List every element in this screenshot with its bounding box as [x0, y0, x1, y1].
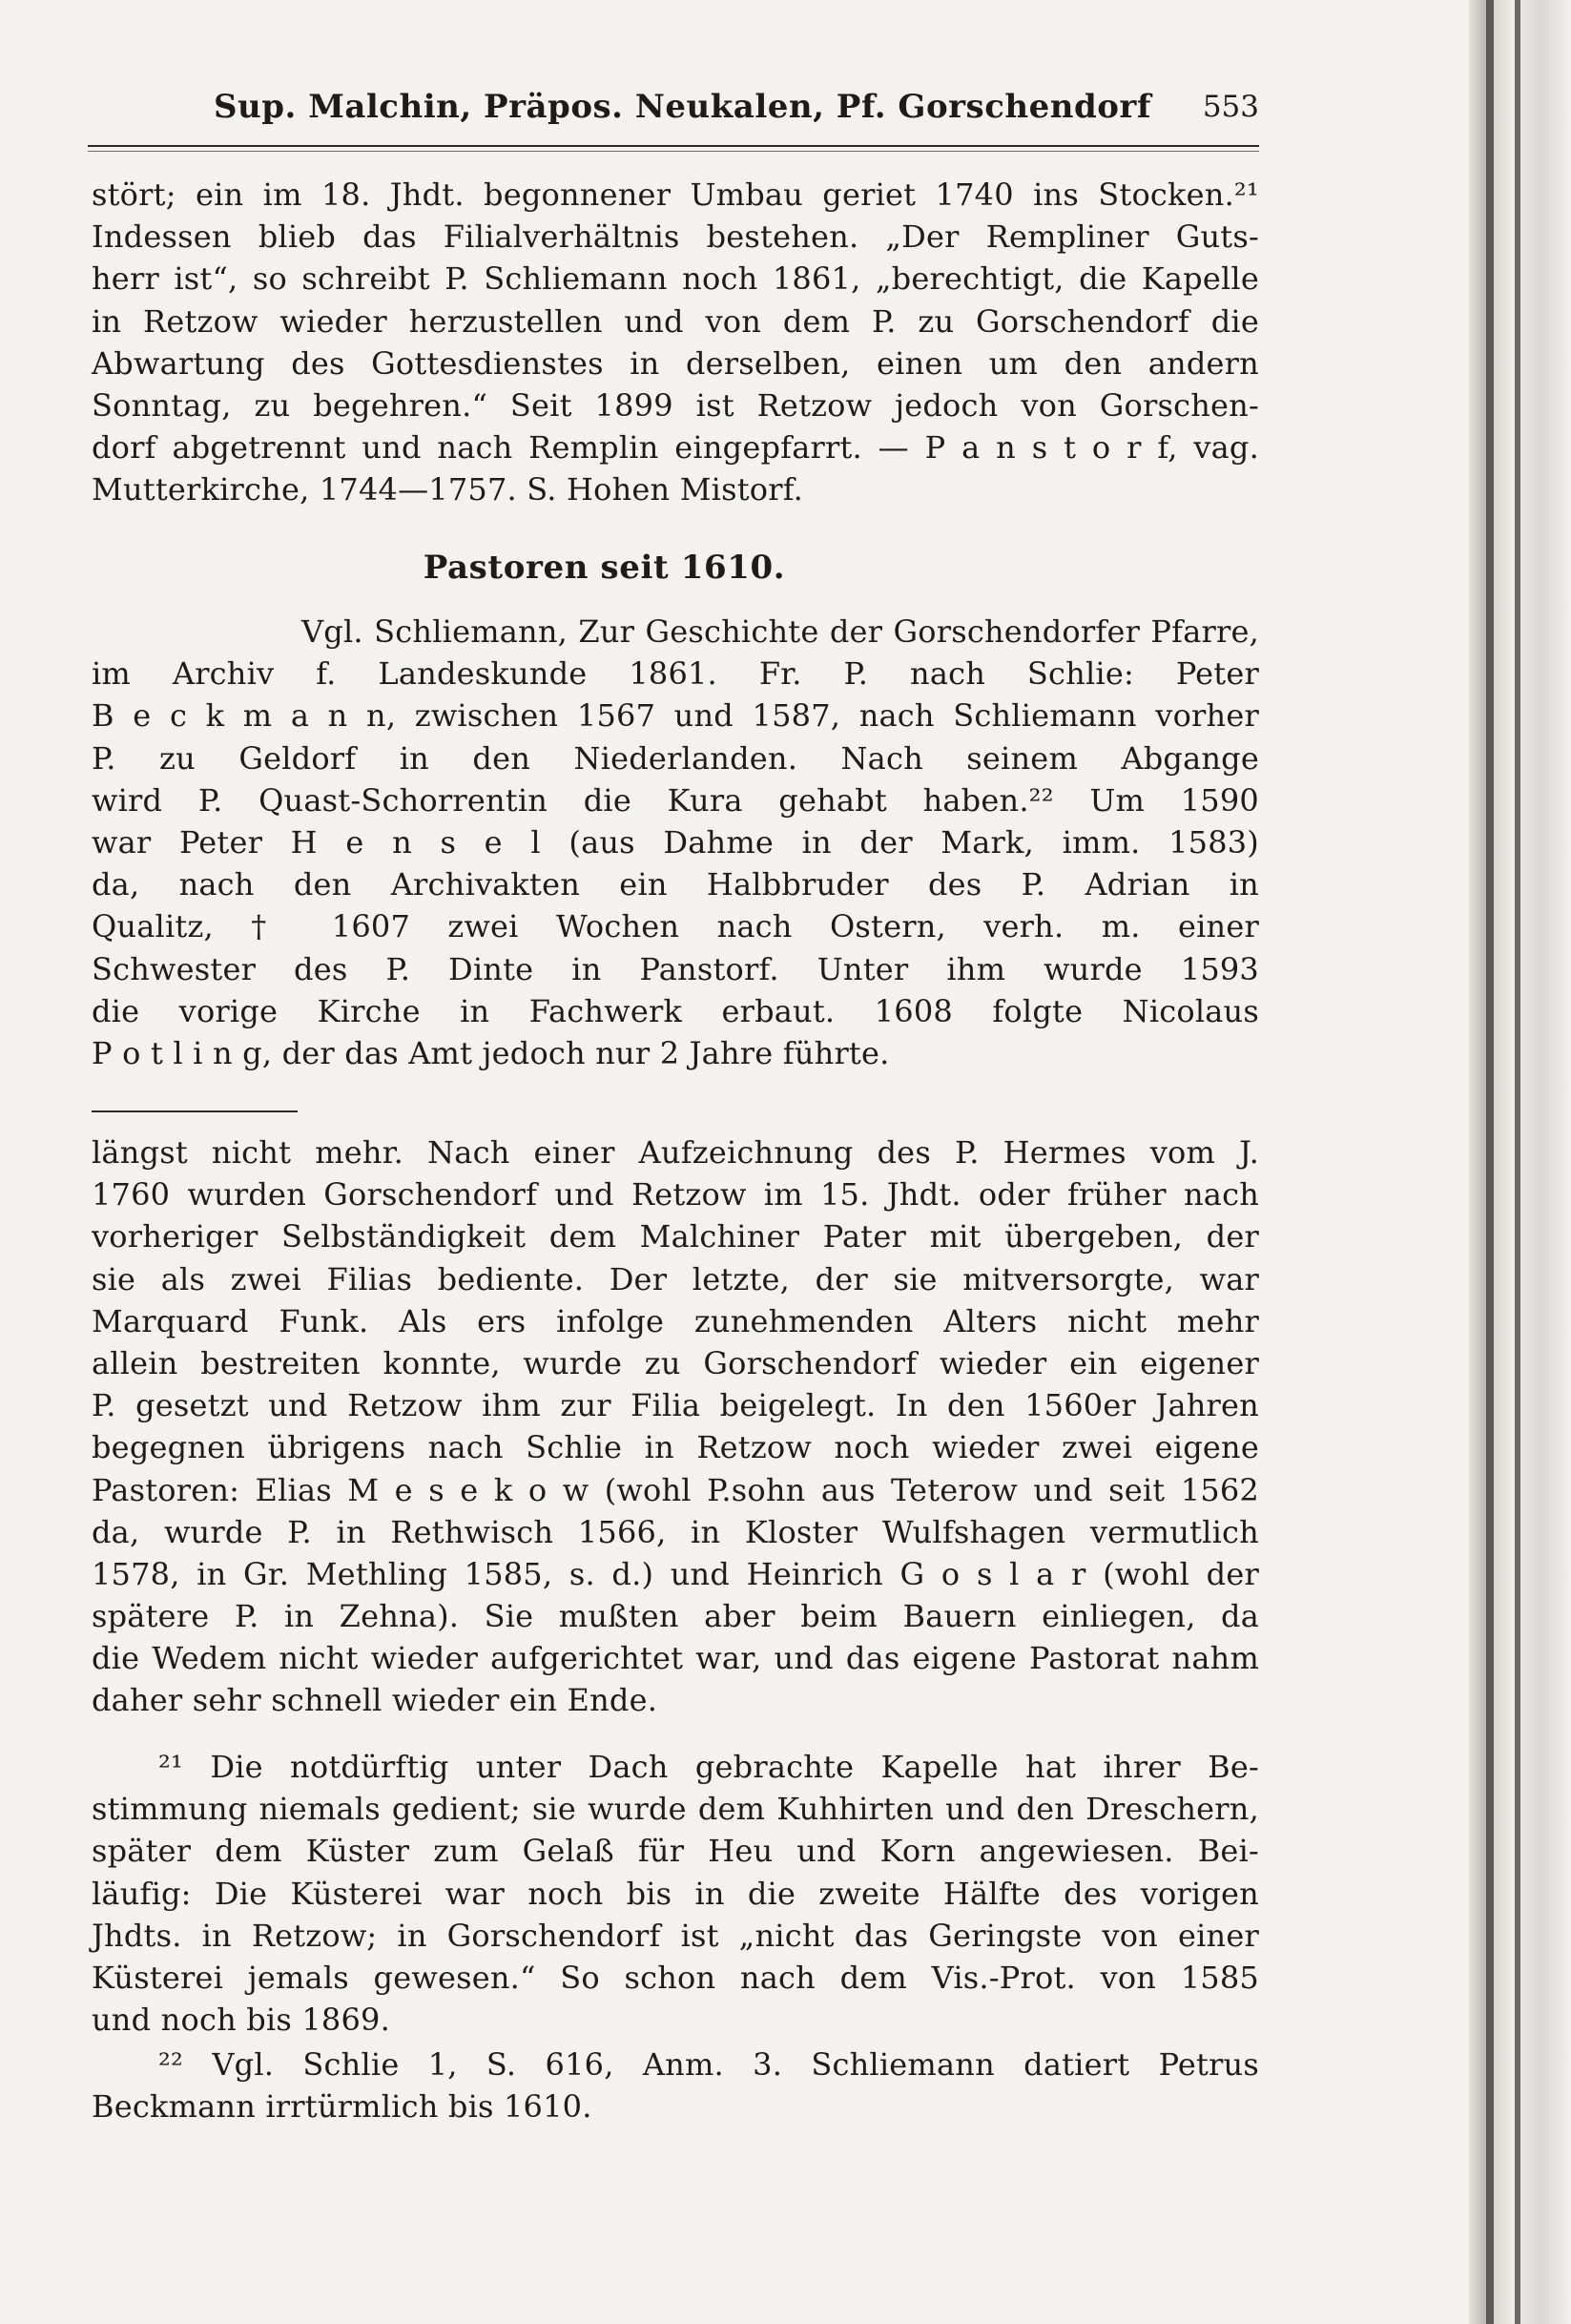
text-line: wird P. Quast-Schorrentin die Kura gehabt haben.²² Um 1590	[92, 781, 1259, 819]
footnote-line: später dem Küster zum Gelaß für Heu und Korn angewiesen. Bei-	[92, 1833, 1259, 1870]
text-line: dorf abgetrennt und nach Remplin eingepfarrt. — P a n s t o r f, vag.	[92, 429, 1259, 467]
page-edge	[1469, 0, 1486, 2324]
text-line: Sonntag, zu begehren.“ Seit 1899 ist Retzow jedoch von Gorschen-	[92, 386, 1259, 424]
text-line: Mutterkirche, 1744—1757. S. Hohen Mistorf.	[92, 471, 804, 508]
text-line: die vorige Kirche in Fachwerk erbaut. 1608 folgte Nicolaus	[92, 992, 1259, 1029]
text-line: P o t l i n g, der das Amt jedoch nur 2 Jahre führte.	[92, 1034, 890, 1071]
footnote-line: allein bestreiten konnte, wurde zu Gorschendorf wieder ein eigener	[92, 1344, 1259, 1381]
footnote-line: Pastoren: Elias M e s e k o w (wohl P.sohn aus Teterow und seit 1562	[92, 1471, 1259, 1508]
footnote-line: längst nicht mehr. Nach einer Aufzeichnung des P. Hermes vom J.	[92, 1134, 1259, 1171]
text-line: in Retzow wieder herzustellen und von dem P. zu Gorschendorf die	[92, 302, 1259, 340]
text-line: Indessen blieb das Filialverhältnis bestehen. „Der Rempliner Guts-	[92, 218, 1259, 256]
text-line: da, nach den Archivakten ein Halbbruder des P. Adrian in	[92, 866, 1259, 903]
footnote-line: Beckmann irrtürmlich bis 1610.	[92, 2088, 592, 2126]
text-line: war Peter H e n s e l (aus Dahme in der Mark, imm. 1583)	[92, 823, 1259, 861]
footnote-line: ²¹ Die notdürftig unter Dach gebrachte Kapelle hat ihrer Be-	[158, 1749, 1259, 1785]
footnote-line: daher sehr schnell wieder ein Ende.	[92, 1682, 658, 1719]
footnote-line: begegnen übrigens nach Schlie in Retzow noch wieder zwei eigene	[92, 1429, 1259, 1466]
footnote-line: spätere P. in Zehna). Sie mußten aber beim Bauern einliegen, da	[92, 1598, 1259, 1635]
text-line: Schwester des P. Dinte in Panstorf. Unter ihm wurde 1593	[92, 950, 1259, 987]
footnote-line: die Wedem nicht wieder aufgerichtet war, und das eigene Pastorat nahm	[92, 1640, 1259, 1677]
main-paragraph	[92, 174, 1259, 511]
section-heading	[0, 549, 1571, 587]
page-number: 553	[1202, 90, 1259, 124]
text-line: Abwartung des Gottesdienstes in derselben, einen um den andern	[92, 344, 1259, 382]
running-head: Sup. Malchin, Präpos. Neukalen, Pf. Gorschendorf	[214, 88, 1151, 126]
footnote-separator	[92, 1110, 298, 1112]
page-edge	[1486, 0, 1494, 2324]
text-line: P. zu Geldorf in den Niederlanden. Nach seinem Abgange	[92, 739, 1259, 777]
footnote-line: ²² Vgl. Schlie 1, S. 616, Anm. 3. Schliemann datiert Petrus	[158, 2046, 1259, 2083]
text-line: Qualitz, † 1607 zwei Wochen nach Ostern, verh. m. einer	[92, 908, 1259, 945]
footnote-21	[92, 1746, 1259, 2041]
text-line: stört; ein im 18. Jhdt. begonnener Umbau geriet 1740 ins Stocken.²¹	[92, 176, 1259, 213]
footnote-line: sie als zwei Filias bediente. Der letzte, der sie mitversorgte, war	[92, 1260, 1259, 1297]
footnote-line: läufig: Die Küsterei war noch bis in die zweite Hälfte des vorigen	[92, 1875, 1259, 1912]
header-rule-thin	[88, 151, 1259, 152]
text-line: herr ist“, so schreibt P. Schliemann noch 1861, „berechtigt, die Kapelle	[92, 260, 1259, 298]
section-heading-text: Pastoren seit 1610.	[423, 549, 786, 587]
footnote-line: stimmung niemals gedient; sie wurde dem Kuhhirten und den Dreschern,	[92, 1791, 1259, 1828]
footnote-22	[92, 2044, 1259, 2127]
footnote-line: 1760 wurden Gorschendorf und Retzow im 15. Jhdt. oder früher nach	[92, 1176, 1259, 1214]
footnote-line: Jhdts. in Retzow; in Gorschendorf ist „nicht das Geringste von einer	[92, 1917, 1259, 1954]
text-line: B e c k m a n n, zwischen 1567 und 1587, nach Schliemann vorher	[92, 697, 1259, 735]
footnote-line: vorheriger Selbständigkeit dem Malchiner Pater mit übergeben, der	[92, 1218, 1259, 1255]
text-line: im Archiv f. Landeskunde 1861. Fr. P. nach Schlie: Peter	[92, 655, 1259, 693]
text-line: Vgl. Schliemann, Zur Geschichte der Gorschendorfer Pfarre,	[301, 613, 1259, 650]
footnote-line: und noch bis 1869.	[92, 2002, 390, 2039]
pastor-paragraph	[92, 611, 1259, 1074]
footnote-line: Küsterei jemals gewesen.“ So schon nach dem Vis.-Prot. von 1585	[92, 1959, 1259, 1996]
footnote-line: Marquard Funk. Als ers infolge zunehmenden Alters nicht mehr	[92, 1302, 1259, 1339]
footnote-line: 1578, in Gr. Methling 1585, s. d.) und Heinrich G o s l a r (wohl der	[92, 1555, 1259, 1592]
footnote-line: da, wurde P. in Rethwisch 1566, in Kloster Wulfshagen vermutlich	[92, 1513, 1259, 1550]
header-rule	[88, 145, 1259, 147]
page-edge	[1520, 0, 1571, 2324]
page-header	[88, 88, 1259, 135]
footnote-line: P. gesetzt und Retzow ihm zur Filia beigelegt. In den 1560er Jahren	[92, 1387, 1259, 1424]
page-edge	[1494, 0, 1515, 2324]
footnote-continuation	[92, 1131, 1259, 1722]
